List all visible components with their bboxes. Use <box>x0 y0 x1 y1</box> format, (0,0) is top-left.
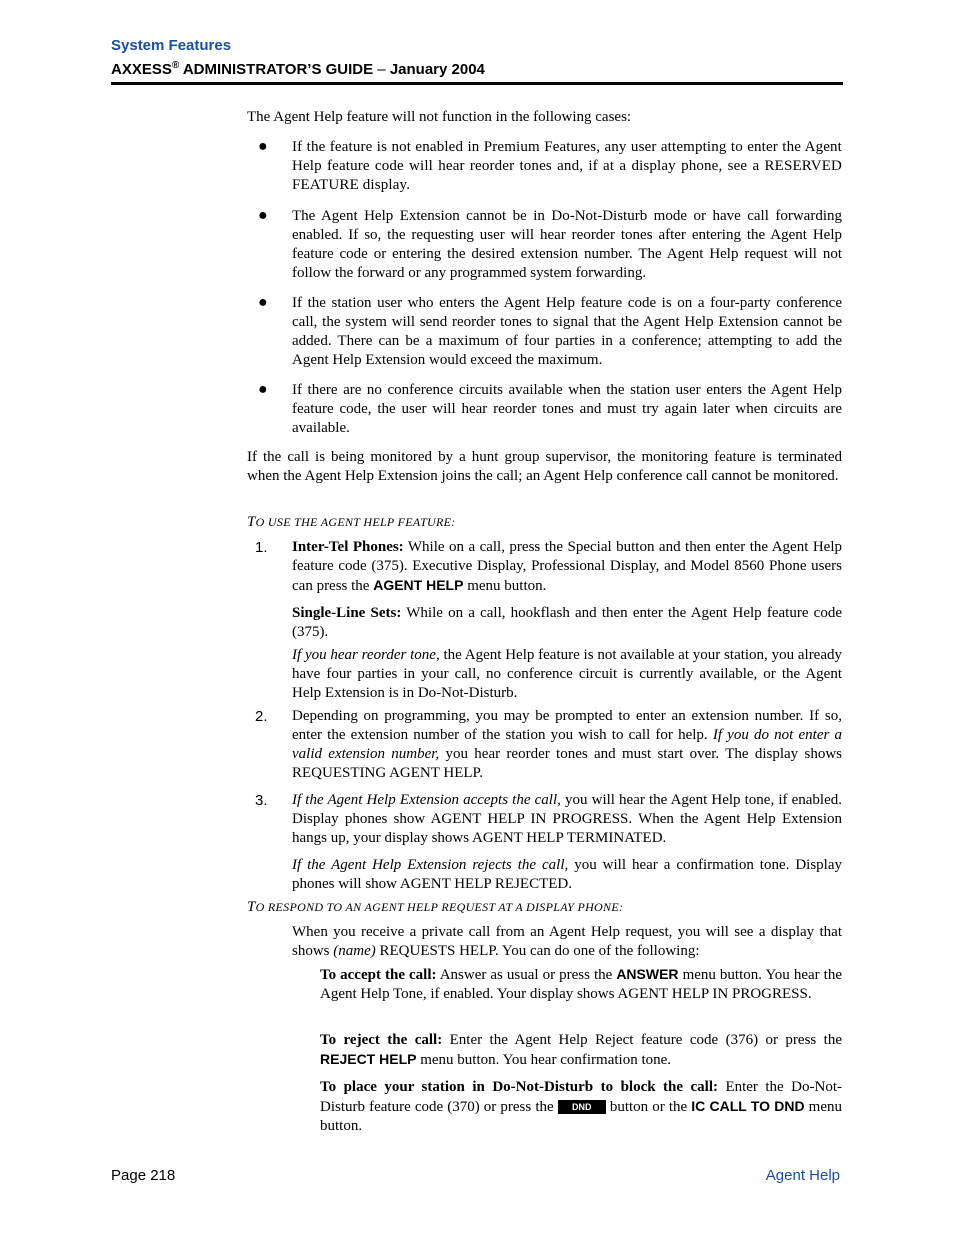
guide-name: ADMINISTRATOR’S GUIDE <box>179 61 374 78</box>
procedure-heading-use: TO USE THE AGENT HELP FEATURE: <box>247 514 456 530</box>
page-number: Page 218 <box>111 1167 176 1184</box>
bullet-marker: ● <box>258 381 268 398</box>
single-line-sets-paragraph: Single-Line Sets: While on a call, hookflash and then enter the Agent Help feature code (375). <box>292 605 842 640</box>
bullet-marker: ● <box>258 294 268 311</box>
reorder-tone-paragraph: If you hear reorder tone, the Agent Help feature is not available at your station, you already have four parties in your call, no conference circuit is currently available, or the Agent Help Extension is in Do-Not-Disturb. <box>292 647 842 701</box>
bullet-item: If the feature is not enabled in Premium Features, any user attempting to enter the Agent Help feature code will hear reorder tones and, if at a display phone, see a RESERVED FEATURE display. <box>292 139 842 193</box>
step-number: 3. <box>255 792 268 809</box>
reject-help-menu-button-label: REJECT HELP <box>320 1051 417 1067</box>
monitoring-paragraph: If the call is being monitored by a hunt group supervisor, the monitoring feature is terminated when the Agent Help Extension joins the call; an Agent Help conference call cannot be monitored. <box>247 449 842 484</box>
intro-paragraph: The Agent Help feature will not function in the following cases: <box>247 109 632 125</box>
footer-topic: Agent Help <box>765 1167 840 1184</box>
dnd-paragraph: To place your station in Do-Not-Disturb to block the call: Enter the Do-Not-Disturb feature code (370) or press the DND button or the IC CALL TO DND menu button. <box>320 1079 842 1134</box>
brand-name: AXXESS <box>111 61 172 78</box>
step-1-text: Inter-Tel Phones: While on a call, press the Special button and then enter the Agent Help feature code (375). Executive Display, Professional Display, and Model 8560 Phone users can press the AGENT HELP menu button. <box>292 539 842 594</box>
step-3-text: If the Agent Help Extension accepts the call, you will hear the Agent Help tone, if enabled. Display phones show AGENT HELP IN PROGRESS. When the Agent Help Extension hangs up, your display shows AGENT HELP TERMINATED. <box>292 792 842 846</box>
answer-menu-button-label: ANSWER <box>616 966 679 982</box>
rejects-call-paragraph: If the Agent Help Extension rejects the call, you will hear a confirmation tone. Display phones will show AGENT HELP REJECTED. <box>292 857 842 892</box>
reject-call-paragraph: To reject the call: Enter the Agent Help Reject feature code (376) or press the REJECT HELP menu button. You hear confirmation tone. <box>320 1032 842 1068</box>
bullet-item: If the station user who enters the Agent Help feature code is on a four-party conference call, the system will send reorder tones to signal that the Agent Help Extension cannot be added. There can be a maximum of four parties in a conference; attempting to add the Agent Help Extension would exceed the maximum. <box>292 295 842 368</box>
bullet-marker: ● <box>258 207 268 224</box>
respond-intro-paragraph: When you receive a private call from an Agent Help request, you will see a display that shows (name) REQUESTS HELP. You can do one of the following: <box>292 924 842 959</box>
procedure-heading-respond: TO RESPOND TO AN AGENT HELP REQUEST AT A DISPLAY PHONE: <box>247 899 624 915</box>
section-title: System Features <box>111 37 232 54</box>
accept-call-paragraph: To accept the call: Answer as usual or press the ANSWER menu button. You hear the Agent Help Tone, if enabled. Your display shows AGENT HELP IN PROGRESS. <box>320 966 842 1002</box>
title-dash: – <box>373 61 390 78</box>
guide-date: January 2004 <box>389 61 485 78</box>
step-2-text: Depending on programming, you may be prompted to enter an extension number. If so, enter the extension number of the station you wish to call for help. If you do not enter a valid extension number, you hear reorder tones and must start over. The display shows REQUESTING AGENT HELP. <box>292 708 842 781</box>
step-number: 1. <box>255 539 268 556</box>
agent-help-menu-button-label: AGENT HELP <box>373 577 464 593</box>
header-rule <box>111 82 843 85</box>
step-number: 2. <box>255 708 268 725</box>
bullet-marker: ● <box>258 138 268 155</box>
guide-title <box>111 60 485 78</box>
registered-mark: ® <box>171 60 180 71</box>
ic-call-to-dnd-menu-button-label: IC CALL TO DND <box>691 1098 805 1114</box>
bullet-item: If there are no conference circuits available when the station user enters the Agent Help feature code, the user will hear reorder tones and must try again later when circuits are available. <box>292 382 842 436</box>
bullet-item: The Agent Help Extension cannot be in Do-Not-Disturb mode or have call forwarding enabled. If so, the requesting user will hear reorder tones after entering the Agent Help feature code or entering the desired extension number. The Agent Help request will not follow the forward or any programmed system forwarding. <box>292 208 842 281</box>
dnd-key-icon: DND <box>558 1100 606 1114</box>
